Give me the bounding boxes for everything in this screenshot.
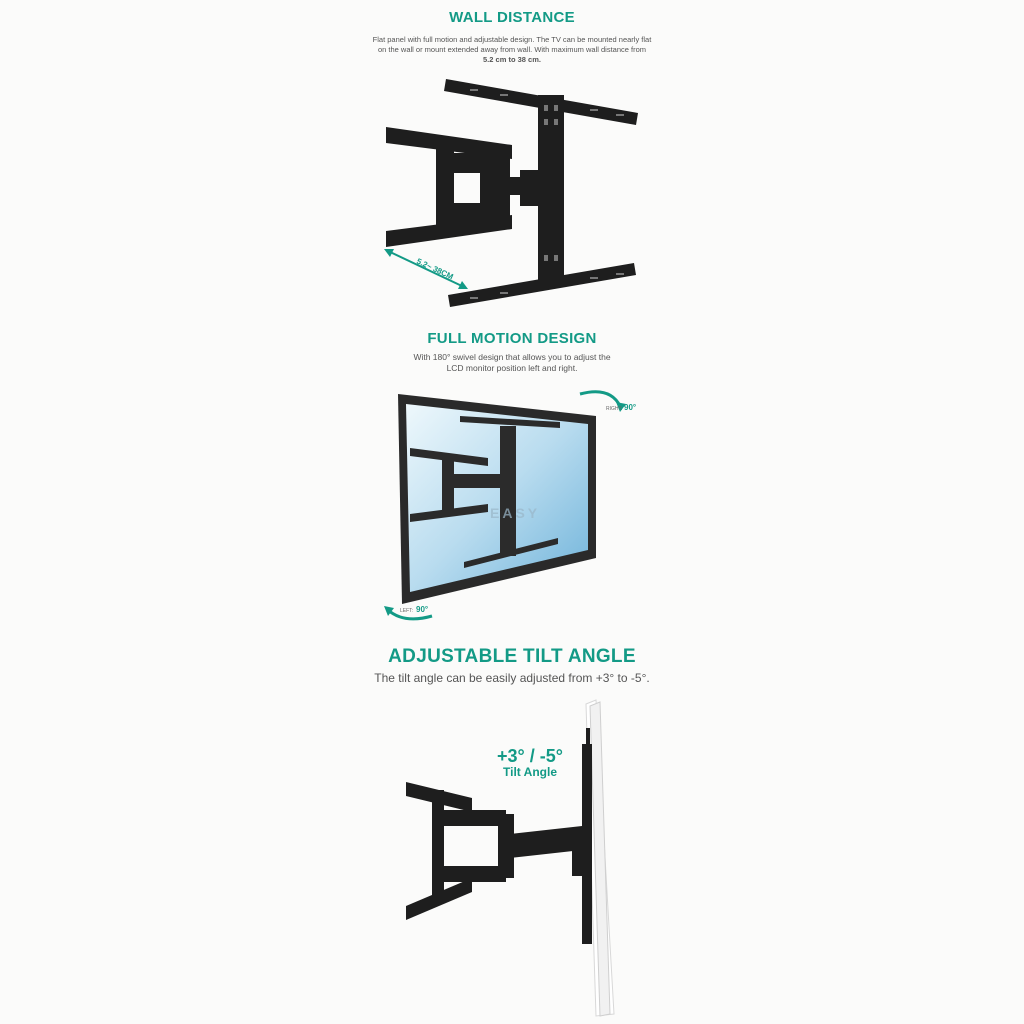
tilt-image [400,698,630,1018]
wall-mount-image [380,75,650,315]
tilt-title: ADJUSTABLE TILT ANGLE [388,646,636,667]
full-motion-desc-line2: LCD monitor position left and right. [446,363,578,374]
wall-distance-title: WALL DISTANCE [449,9,575,26]
left-swivel-label: LEFT: [400,608,414,614]
left-swivel-value: 90° [416,605,429,614]
right-swivel-label: RIGHT: [606,406,623,412]
full-motion-description [312,352,712,375]
wall-distance-label: 5.2~ 38CM [415,256,455,282]
tilt-angle-value: +3° / -5° [497,746,563,766]
wall-distance-desc-line3: 5.2 cm to 38 cm. [483,55,541,65]
wall-distance-desc-line1: Flat panel with full motion and adjustable design. The TV can be mounted nearly flat [372,35,652,44]
right-swivel-value: 90° [624,403,637,412]
tilt-angle-label: Tilt Angle [503,765,557,779]
full-motion-image [380,386,650,626]
full-motion-desc-line1: With 180° swivel design that allows you to adjust the [413,352,611,362]
tilt-description: The tilt angle can be easily adjusted from +3° to -5°. [374,671,650,685]
watermark-text: EASY [490,505,541,521]
wall-distance-desc-line2: on the wall or mount extended away from wall. With maximum wall distance from [377,45,647,55]
wall-distance-description [312,35,712,65]
full-motion-title: FULL MOTION DESIGN [427,330,597,347]
